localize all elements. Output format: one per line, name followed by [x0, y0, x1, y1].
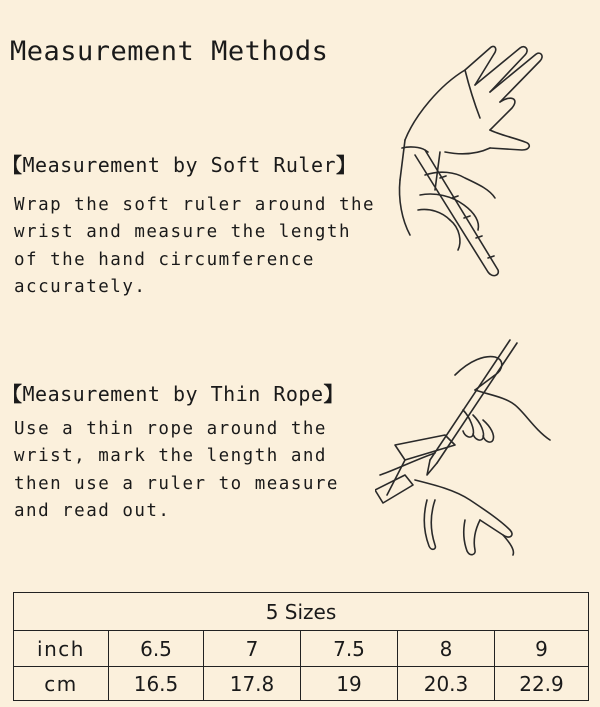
thin-rope-heading-text: Measurement by Thin Rope — [22, 382, 324, 406]
size-cell: 6.5 — [109, 631, 204, 667]
size-cell: 17.8 — [204, 667, 301, 701]
size-cell: 7 — [204, 631, 301, 667]
bracket-open: 【 — [2, 153, 23, 177]
size-cell: 22.9 — [495, 667, 589, 701]
instruction-line: and read out. — [14, 500, 171, 521]
bracket-close: 】 — [323, 382, 344, 406]
table-row-cm — [14, 667, 589, 701]
instruction-line: then use a ruler to measure — [14, 473, 339, 494]
bracket-open: 【 — [2, 382, 23, 406]
size-cell: 16.5 — [109, 667, 204, 701]
instruction-line: Use a thin rope around the — [14, 419, 327, 439]
soft-ruler-heading — [2, 149, 357, 178]
size-cell: 8 — [398, 631, 495, 667]
unit-cell: cm — [14, 667, 109, 701]
size-cell: 19 — [301, 667, 398, 701]
hand-with-thin-rope-and-pen-icon — [375, 335, 585, 570]
size-cell: 20.3 — [398, 667, 495, 701]
instruction-line: wrist and measure the length — [14, 222, 352, 243]
instruction-line: wrist, mark the length and — [14, 446, 327, 467]
size-cell: 7.5 — [301, 631, 398, 667]
size-table — [13, 592, 589, 701]
instruction-line: of the hand circumference — [14, 249, 315, 270]
size-cell: 9 — [495, 631, 589, 667]
table-row-inch — [14, 631, 589, 667]
soft-ruler-heading-text: Measurement by Soft Ruler — [22, 153, 337, 177]
thin-rope-instructions — [14, 416, 339, 525]
soft-ruler-instructions — [14, 192, 375, 301]
thin-rope-heading — [2, 378, 344, 407]
bracket-close: 】 — [336, 153, 357, 177]
unit-cell: inch — [14, 631, 109, 667]
page-title: Measurement Methods — [10, 36, 329, 67]
table-caption: 5 Sizes — [14, 593, 589, 631]
instruction-line: accurately. — [14, 276, 147, 297]
instruction-line: Wrap the soft ruler around the — [14, 195, 376, 215]
hand-with-soft-ruler-icon — [380, 30, 580, 290]
